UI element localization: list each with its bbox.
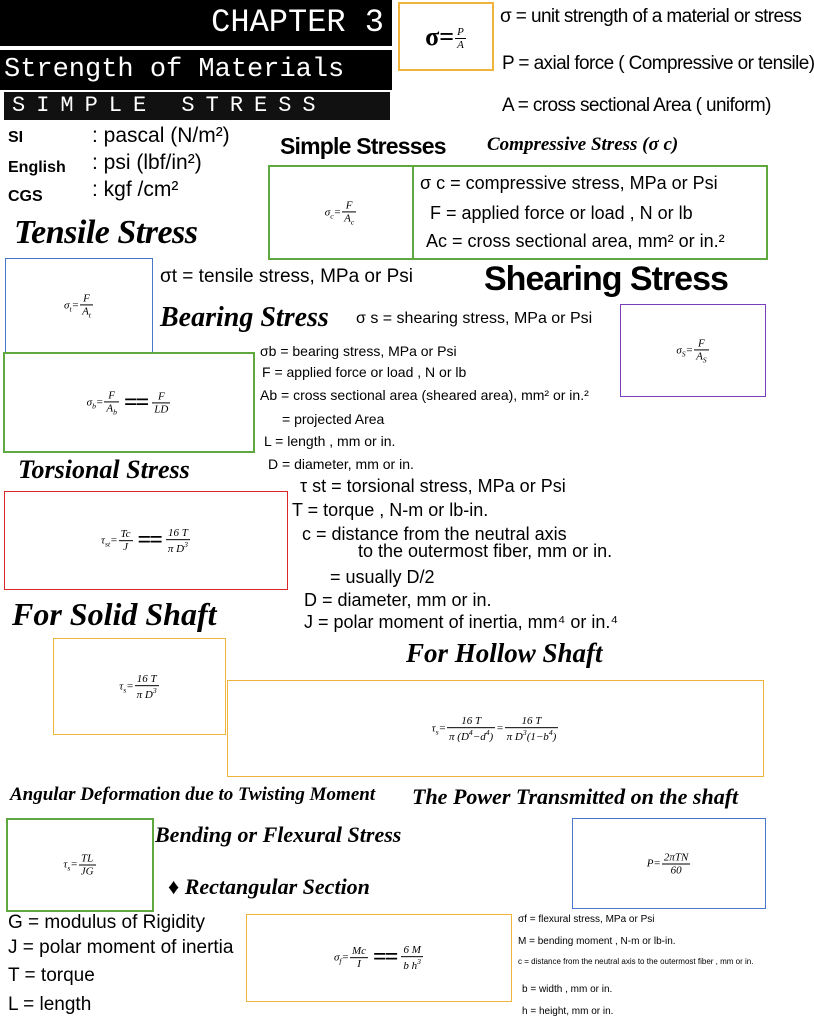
flexural-formula-box: $\sigma_f=$ $\frac{Mc}{I}$ == $\frac{6 M}{b h^3}$: [246, 914, 512, 1002]
torsion-def-line: τ st = torsional stress, MPa or Psi: [300, 476, 566, 496]
angular-formula-box: $\tau_s=$ $\frac{TL}{JG}$: [6, 818, 154, 912]
unit-system-english: English: [8, 159, 66, 176]
flexural-def-line: b = width , mm or in.: [522, 984, 613, 995]
tensile-heading: Tensile Stress: [14, 214, 198, 251]
hollow-shaft-formula-box: $\tau_s=$ $\frac{16 T}{\pi (D^4-d^4)}$ = $\frac{16 T}{\pi D^3(1-b^4)}$: [227, 680, 764, 777]
tensile-formula-box: $\sigma_t=$ $\frac{F}{A_t}$: [5, 258, 153, 354]
bearing-heading: Bearing Stress: [160, 302, 329, 333]
power-formula-box: P= $\frac{\text{2πTN}}{60}$: [572, 818, 766, 909]
compressive-defs-box: [414, 165, 768, 260]
unit-value-si: : pascal (N/m²): [92, 124, 230, 147]
shearing-heading: Shearing Stress: [484, 260, 728, 298]
bearing-def-line: = projected Area: [282, 411, 385, 427]
angular-def-line: T = torque: [8, 965, 95, 986]
torsion-def-line: J = polar moment of inertia, mm⁴ or in.⁴: [304, 612, 619, 632]
unit-value-cgs: : kgf /cm²: [92, 178, 179, 201]
compressive-def-line: σ c = compressive stress, MPa or Psi: [420, 173, 718, 193]
unit-system-si: SI: [8, 129, 24, 146]
torsional-heading: Torsional Stress: [18, 455, 190, 484]
stress-def-line: P = axial force ( Compressive or tensile): [502, 53, 814, 74]
torsion-def-line: T = torque , N-m or lb-in.: [292, 500, 489, 520]
compressive-heading: Compressive Stress (σ c): [487, 134, 679, 155]
angular-deformation-heading: Angular Deformation due to Twisting Moment: [10, 784, 376, 805]
solid-shaft-formula-box: $\tau_s=$ $\frac{16 T}{\pi D^3}$: [53, 638, 226, 735]
banner-simple-stress: SIMPLE STRESS: [4, 92, 390, 120]
bearing-def-line: Ab = cross sectional area (sheared area), mm² or in.²: [260, 387, 589, 403]
solid-shaft-heading: For Solid Shaft: [12, 596, 217, 632]
bearing-def-line: σb = bearing stress, MPa or Psi: [260, 343, 457, 359]
bending-heading: Bending or Flexural Stress: [155, 822, 402, 847]
torsion-def-line: D = diameter, mm or in.: [304, 590, 492, 610]
angular-def-line: J = polar moment of inertia: [8, 937, 234, 958]
tensile-def: σt = tensile stress, MPa or Psi: [160, 266, 414, 287]
torsion-def-line: to the outermost fiber, mm or in.: [358, 541, 613, 561]
subject-title: Strength of Materials: [0, 50, 392, 90]
torsion-def-line: c = distance from the neutral axis: [302, 524, 567, 544]
torsion-formula-box: $\tau_{st}=$ $\frac{Tc}{J}$ == $\frac{16 T}{\pi D^3}$: [4, 491, 288, 590]
sigma-symbol: σ=: [425, 21, 455, 51]
compressive-def-line: Ac = cross sectional area, mm² or in.²: [426, 231, 725, 251]
stress-def-line: σ = unit strength of a material or stress: [500, 6, 802, 27]
compressive-formula-box: $\sigma_c=$ $\frac{F}{A_c}$: [268, 165, 414, 260]
shear-def: σ s = shearing stress, MPa or Psi: [356, 310, 593, 327]
power-heading: The Power Transmitted on the shaft: [412, 784, 739, 809]
stress-def-line: A = cross sectional Area ( uniform): [502, 95, 771, 116]
angular-def-line: G = modulus of Rigidity: [8, 912, 205, 933]
rectangular-section-heading: ♦ Rectangular Section: [168, 874, 370, 899]
bearing-def-line: F = applied force or load , N or lb: [262, 364, 467, 380]
bearing-def-line: D = diameter, mm or in.: [268, 456, 414, 472]
hollow-shaft-heading: For Hollow Shaft: [406, 638, 603, 668]
unit-value-english: : psi (lbf/in²): [92, 151, 202, 174]
compressive-def-line: F = applied force or load , N or lb: [430, 203, 693, 223]
flexural-def-line: c = distance from the neutral axis to the outermost fiber , mm or in.: [518, 957, 754, 966]
flexural-def-line: M = bending moment , N-m or lb-in.: [518, 936, 676, 947]
bearing-formula-box: $\sigma_b=$ $\frac{F}{A_b}$ == $\frac{F}{LD}$: [3, 352, 255, 453]
stress-formula-box: σ= $\frac{P}{A}$: [398, 2, 494, 71]
flexural-def-line: h = height, mm or in.: [522, 1006, 614, 1017]
flexural-def-line: σf = flexural stress, MPa or Psi: [518, 914, 655, 925]
torsion-def-line: = usually D/2: [330, 567, 435, 587]
angular-def-line: L = length: [8, 994, 92, 1015]
bearing-def-line: L = length , mm or in.: [264, 433, 396, 449]
unit-system-cgs: CGS: [8, 188, 43, 205]
chapter-title: CHAPTER 3: [0, 0, 392, 46]
simple-stresses-heading: Simple Stresses: [280, 133, 446, 159]
shear-formula-box: $\sigma_S=$ $\frac{F}{A_S}$: [620, 304, 766, 397]
